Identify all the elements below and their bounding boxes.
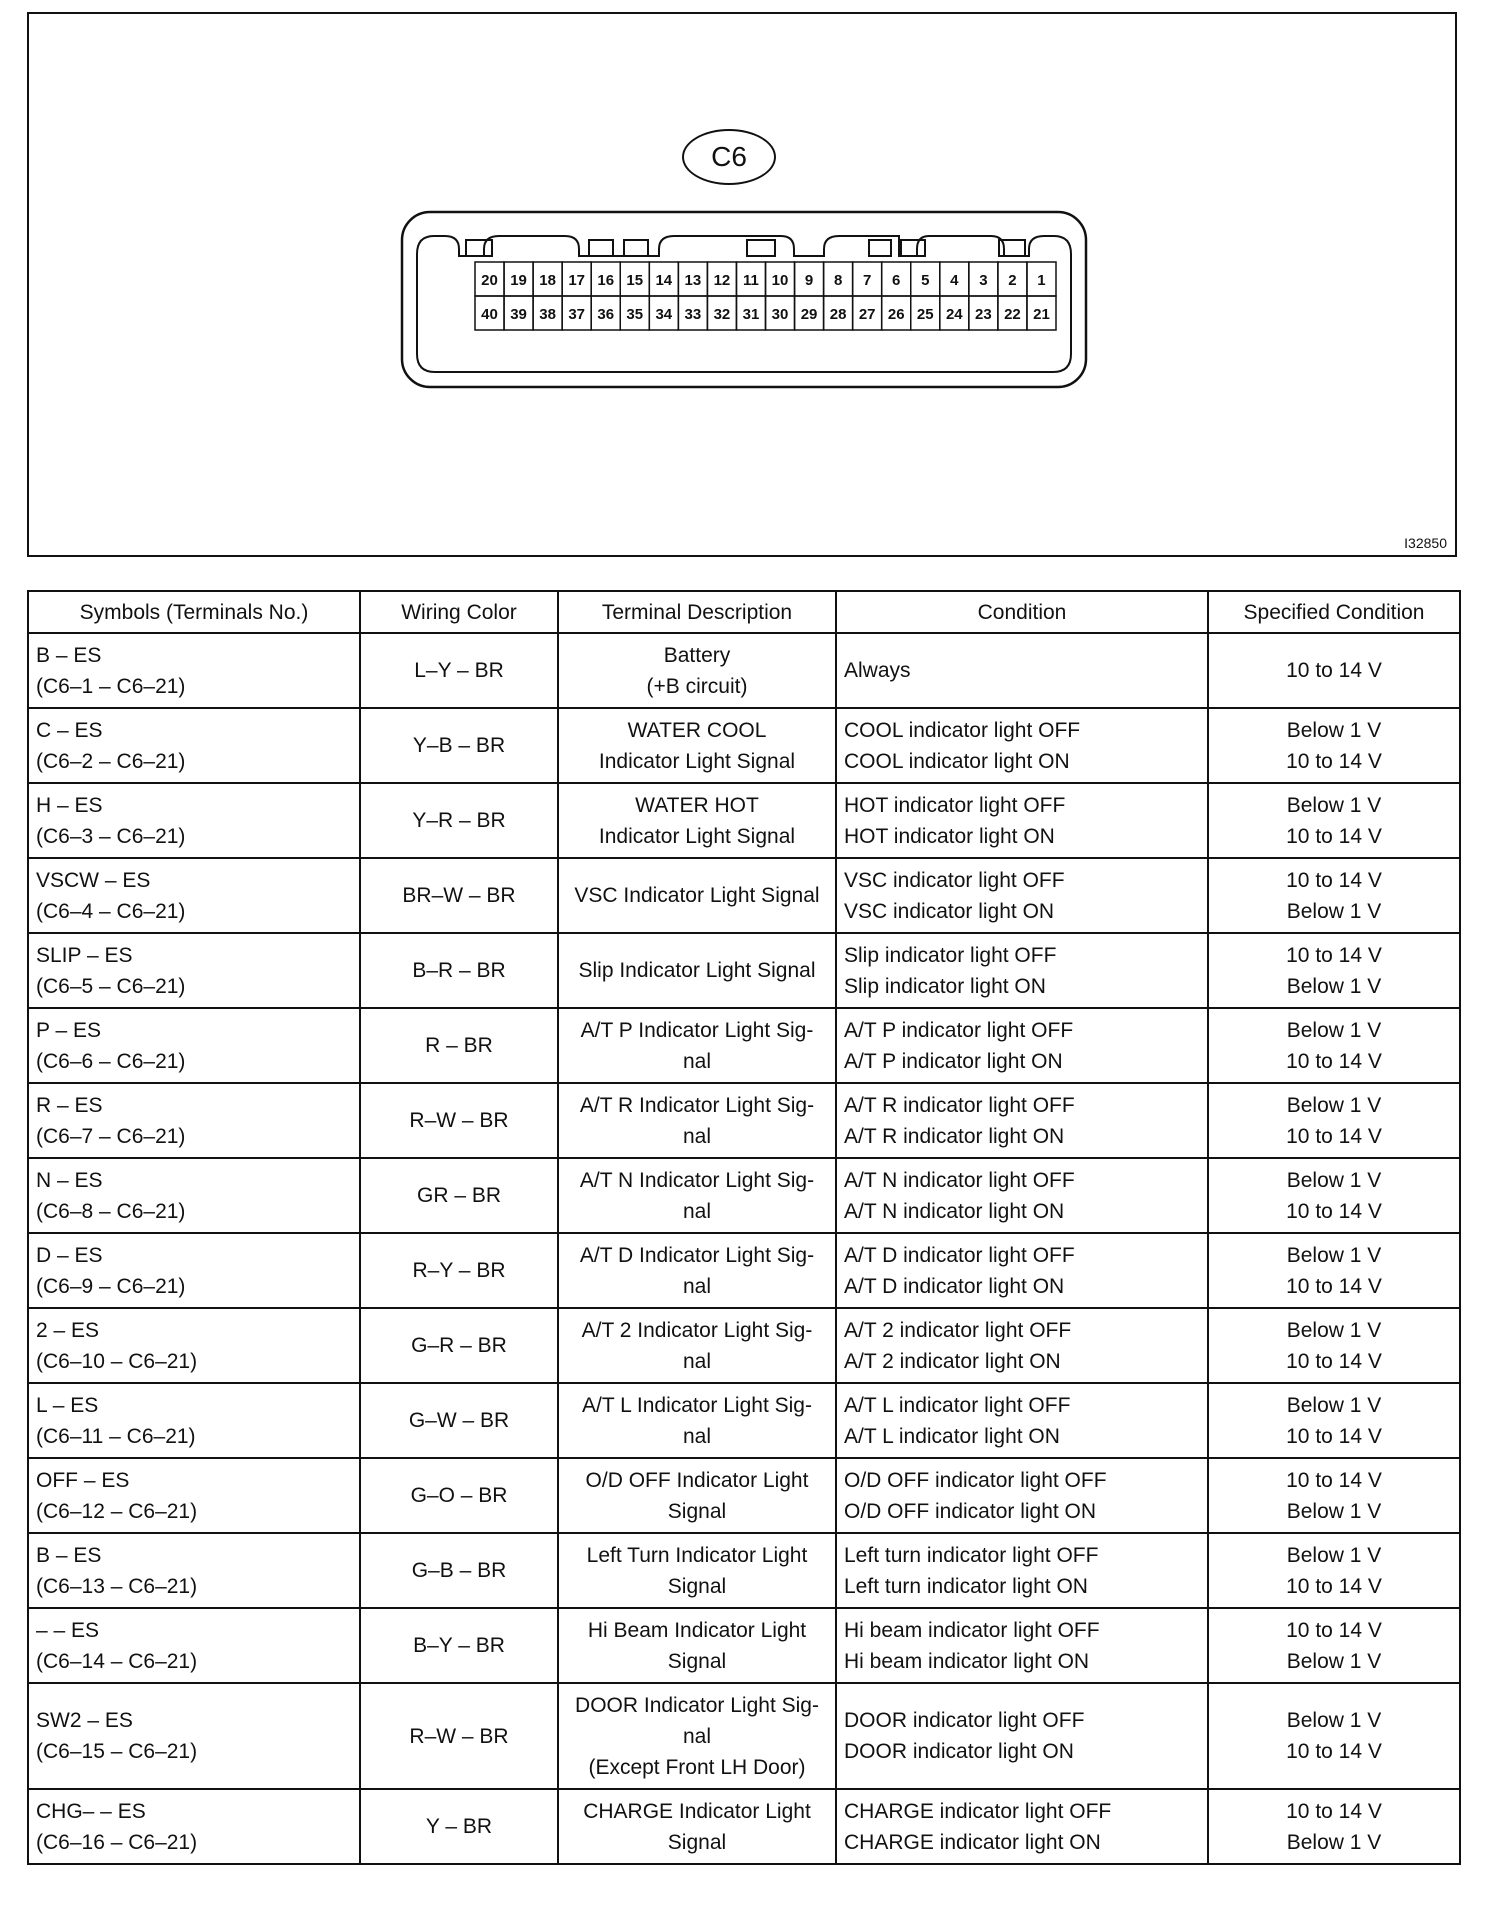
description-line: nal [682,1274,712,1298]
pin-number: 36 [597,306,615,323]
cell-terminal-description [558,1008,836,1083]
cell-condition [836,1158,1208,1233]
cell-terminal-description [558,1789,836,1864]
cell-condition [836,1308,1208,1383]
specified-value: 10 to 14 V [1286,1424,1382,1448]
specified-value: 10 to 14 V [1286,1199,1382,1223]
table-row [28,783,1460,858]
pin-number: 15 [626,272,644,289]
terminal-numbers: (C6–2 – C6–21) [36,749,186,773]
pin-number: 20 [481,272,498,289]
condition-line: Slip indicator light ON [844,974,1046,998]
cell-specified-condition [1208,933,1460,1008]
description-line: A/T N Indicator Light Sig- [579,1168,815,1192]
description-line: Battery [663,643,731,667]
cell-terminal-description [558,933,836,1008]
symbol-text: B – ES [36,643,102,667]
description-line: Indicator Light Signal [598,824,796,848]
description-line: WATER COOL [627,718,767,742]
specified-value: 10 to 14 V [1286,1049,1382,1073]
terminal-numbers: (C6–15 – C6–21) [36,1740,198,1763]
condition-line: COOL indicator light OFF [844,718,1081,742]
cell-condition [836,1458,1208,1533]
cell-specified-condition [1208,1008,1460,1083]
pin-number: 1 [1037,272,1046,289]
specified-value: Below 1 V [1286,1243,1382,1267]
table-row [28,1083,1460,1158]
table-header-row [28,591,1460,633]
table-row [28,1608,1460,1683]
cell-symbol [28,1608,360,1683]
cell-symbol [28,1458,360,1533]
connector-inner-housing [417,236,1071,372]
condition-line: COOL indicator light ON [844,749,1070,773]
specified-value: 10 to 14 V [1286,659,1382,682]
connector-lock-windows [466,240,1025,256]
pin-number: 9 [804,272,814,289]
symbol-text: C – ES [36,718,103,742]
cell-condition [836,783,1208,858]
pin-number: 5 [921,272,930,289]
cell-wiring-color [360,708,558,783]
condition-line: VSC indicator light ON [844,899,1055,923]
connector-label [682,129,776,185]
description-line: (Except Front LH Door) [588,1755,806,1779]
cell-symbol [28,1383,360,1458]
cell-symbol [28,858,360,933]
cell-condition [836,1533,1208,1608]
specified-value: 10 to 14 V [1286,1349,1382,1373]
pin-number: 11 [743,272,759,289]
cell-terminal-description [558,1533,836,1608]
wiring-color-text: G–B – BR [411,1559,507,1582]
cell-terminal-description [558,1308,836,1383]
cell-specified-condition [1208,1383,1460,1458]
specified-value: 10 to 14 V [1286,1468,1382,1492]
cell-symbol [28,1533,360,1608]
cell-wiring-color [360,1458,558,1533]
cell-wiring-color [360,858,558,933]
cell-condition [836,633,1208,708]
pin-number: 39 [510,306,527,323]
pin-number: 30 [771,306,789,323]
wiring-color-text: Y–B – BR [412,734,506,757]
wiring-color-text: B–Y – BR [413,1634,505,1657]
table-row [28,858,1460,933]
specified-value: Below 1 V [1286,1499,1382,1523]
cell-wiring-color [360,1533,558,1608]
cell-condition [836,1683,1208,1789]
terminal-numbers: (C6–16 – C6–21) [36,1830,198,1854]
specified-value: Below 1 V [1286,1393,1382,1417]
pin-number: 28 [829,306,847,323]
specified-value: 10 to 14 V [1286,749,1382,773]
cell-wiring-color [360,1083,558,1158]
specified-value: Below 1 V [1286,718,1382,742]
description-line: DOOR Indicator Light Sig- [575,1693,819,1717]
condition-line: DOOR indicator light ON [844,1740,1074,1763]
terminal-numbers: (C6–14 – C6–21) [36,1649,198,1673]
wiring-color-text: BR–W – BR [402,884,516,907]
cell-specified-condition [1208,1789,1460,1864]
pin-number: 18 [539,272,556,289]
wiring-color-text: R–W – BR [409,1724,509,1748]
cell-specified-condition [1208,858,1460,933]
pin-number: 19 [510,272,527,289]
description-line: nal [682,1124,712,1148]
condition-line: A/T 2 indicator light ON [844,1349,1061,1373]
terminal-numbers: (C6–12 – C6–21) [36,1499,198,1523]
cell-symbol [28,1083,360,1158]
specified-value: 10 to 14 V [1286,1618,1382,1642]
terminal-numbers: (C6–8 – C6–21) [36,1199,186,1223]
symbol-text: R – ES [36,1093,103,1117]
condition-line: A/T L indicator light ON [844,1424,1060,1448]
wiring-color-text: G–O – BR [410,1484,508,1507]
pin-number: 21 [1033,306,1050,323]
table-row [28,708,1460,783]
cell-condition [836,1008,1208,1083]
description-line: nal [682,1424,712,1448]
condition-line: CHARGE indicator light ON [844,1830,1101,1854]
symbol-text: P – ES [36,1018,101,1042]
figure-code: I32850 [1404,535,1447,551]
terminal-numbers: (C6–6 – C6–21) [36,1049,186,1073]
cell-condition [836,1383,1208,1458]
cell-specified-condition [1208,1233,1460,1308]
cell-condition [836,1789,1208,1864]
specified-value: Below 1 V [1286,793,1382,817]
symbol-text: SW2 – ES [36,1709,133,1732]
specified-value: Below 1 V [1286,974,1382,998]
connector-label-text: C6 [711,141,747,172]
symbol-text: B – ES [36,1543,102,1567]
terminal-numbers: (C6–4 – C6–21) [36,899,186,923]
cell-specified-condition [1208,1533,1460,1608]
connector-figure [27,12,1457,557]
pin-number: 6 [892,272,901,289]
table-row [28,1158,1460,1233]
cell-symbol [28,783,360,858]
condition-line: O/D OFF indicator light OFF [844,1468,1107,1492]
terminal-numbers: (C6–11 – C6–21) [36,1424,196,1448]
symbol-text: N – ES [36,1168,103,1192]
pin-number: 8 [833,272,843,289]
cell-symbol [28,1008,360,1083]
condition-line: A/T L indicator light OFF [844,1393,1071,1417]
specified-value: 10 to 14 V [1286,1574,1382,1598]
pin-number: 38 [539,306,556,323]
condition-line: Left turn indicator light ON [844,1574,1088,1598]
pin-number: 32 [713,306,731,323]
terminal-numbers: (C6–13 – C6–21) [36,1574,198,1598]
table-row [28,1789,1460,1864]
description-line: A/T L Indicator Light Sig- [582,1393,812,1417]
cell-condition [836,1233,1208,1308]
pin-number: 40 [481,306,498,323]
wiring-color-text: R – BR [425,1034,493,1057]
condition-line: Always [844,659,911,682]
cell-terminal-description [558,633,836,708]
specified-value: 10 to 14 V [1286,1124,1382,1148]
specified-value: Below 1 V [1286,1318,1382,1342]
description-line: (+B circuit) [646,674,748,698]
description-line: nal [682,1199,712,1223]
pin-number: 25 [916,306,934,323]
symbol-text: CHG– – ES [36,1799,146,1823]
condition-line: A/T R indicator light ON [844,1124,1065,1148]
wiring-color-text: B–R – BR [412,959,506,982]
description-line: Indicator Light Signal [598,749,796,773]
pin-number: 17 [568,272,586,289]
cell-specified-condition [1208,1308,1460,1383]
cell-terminal-description [558,1608,836,1683]
cell-wiring-color [360,783,558,858]
specified-value: Below 1 V [1286,899,1382,923]
table-row [28,1233,1460,1308]
cell-condition [836,708,1208,783]
cell-wiring-color [360,1308,558,1383]
condition-line: VSC indicator light OFF [844,868,1065,892]
condition-line: DOOR indicator light OFF [844,1709,1085,1732]
cell-condition [836,933,1208,1008]
cell-specified-condition [1208,1608,1460,1683]
condition-line: CHARGE indicator light OFF [844,1799,1112,1823]
terminal-numbers: (C6–3 – C6–21) [36,824,186,848]
cell-symbol [28,1683,360,1789]
condition-line: Hi beam indicator light ON [844,1649,1090,1673]
table-row [28,1008,1460,1083]
symbol-text: 2 – ES [36,1318,100,1342]
cell-wiring-color [360,933,558,1008]
pin-grid [475,262,1056,330]
condition-line: Left turn indicator light OFF [844,1543,1099,1567]
terminal-numbers: (C6–1 – C6–21) [36,674,186,698]
condition-line: A/T 2 indicator light OFF [844,1318,1072,1342]
pin-number: 34 [655,306,673,323]
cell-terminal-description [558,708,836,783]
wiring-color-text: G–R – BR [411,1334,507,1357]
wiring-color-text: G–W – BR [408,1409,510,1432]
specified-value: 10 to 14 V [1286,868,1382,892]
table-row [28,1533,1460,1608]
specified-value: Below 1 V [1286,1093,1382,1117]
description-line: WATER HOT [635,793,759,817]
pin-number: 2 [1008,272,1017,289]
header-specified-condition: Specified Condition [1208,591,1460,633]
header-symbols: Symbols (Terminals No.) [28,591,360,633]
cell-symbol [28,1158,360,1233]
description-line: A/T D Indicator Light Sig- [579,1243,815,1267]
cell-wiring-color [360,1683,558,1789]
pin-number: 37 [568,306,586,323]
specified-value: 10 to 14 V [1286,1740,1382,1763]
cell-symbol [28,1308,360,1383]
condition-line: A/T N indicator light OFF [844,1168,1075,1192]
wiring-color-text: Y – BR [425,1815,493,1838]
description-line: Signal [667,1499,727,1523]
pin-number: 7 [863,272,872,289]
cell-symbol [28,1233,360,1308]
cell-terminal-description [558,1158,836,1233]
condition-line: A/T N indicator light ON [844,1199,1065,1223]
header-terminal-description: Terminal Description [558,591,836,633]
pin-number: 3 [979,272,988,289]
cell-specified-condition [1208,783,1460,858]
table-row [28,933,1460,1008]
wiring-color-text: L–Y – BR [414,659,504,682]
wiring-color-text: Y–R – BR [412,809,506,832]
specified-value: Below 1 V [1286,1168,1382,1192]
specified-value: Below 1 V [1286,1830,1382,1854]
pin-number: 13 [684,272,702,289]
description-line: Left Turn Indicator Light [586,1543,808,1567]
condition-line: A/T P indicator light ON [844,1049,1063,1073]
header-wiring-color: Wiring Color [360,591,558,633]
description-line: A/T R Indicator Light Sig- [579,1093,815,1117]
table-row [28,1308,1460,1383]
specified-value: 10 to 14 V [1286,824,1382,848]
description-line: nal [682,1049,712,1073]
cell-terminal-description [558,1683,836,1789]
cell-condition [836,1083,1208,1158]
wiring-color-text: R–W – BR [409,1109,509,1132]
specified-value: 10 to 14 V [1286,943,1382,967]
cell-terminal-description [558,1233,836,1308]
condition-line: A/T D indicator light OFF [844,1243,1075,1267]
description-line: O/D OFF Indicator Light [585,1468,809,1492]
description-line: nal [682,1349,712,1373]
pin-number: 4 [950,272,959,289]
pin-number: 14 [655,272,673,289]
specified-value: 10 to 14 V [1286,1799,1382,1823]
cell-symbol [28,633,360,708]
pin-number: 27 [858,306,876,323]
cell-condition [836,1608,1208,1683]
condition-line: A/T P indicator light OFF [844,1018,1074,1042]
cell-condition [836,858,1208,933]
condition-line: A/T D indicator light ON [844,1274,1065,1298]
terminal-numbers: (C6–9 – C6–21) [36,1274,186,1298]
pin-number: 12 [713,272,731,289]
condition-line: HOT indicator light OFF [844,793,1066,817]
cell-wiring-color [360,1233,558,1308]
description-line: Signal [667,1830,727,1854]
description-line: CHARGE Indicator Light [583,1799,811,1823]
cell-terminal-description [558,858,836,933]
specified-value: Below 1 V [1286,1543,1382,1567]
connector-diagram [399,204,1089,404]
description-line: A/T P Indicator Light Sig- [580,1018,814,1042]
description-line: VSC Indicator Light Signal [574,884,820,907]
terminal-numbers: (C6–7 – C6–21) [36,1124,186,1148]
symbol-text: VSCW – ES [36,868,151,892]
specified-value: Below 1 V [1286,1709,1382,1732]
table-row [28,1383,1460,1458]
cell-specified-condition [1208,1458,1460,1533]
symbol-text: SLIP – ES [36,943,133,967]
symbol-text: OFF – ES [36,1468,130,1492]
cell-symbol [28,1789,360,1864]
cell-terminal-description [558,1083,836,1158]
specified-value: Below 1 V [1286,1649,1382,1673]
table-row [28,1683,1460,1789]
pin-number: 10 [771,272,789,289]
cell-wiring-color [360,1008,558,1083]
cell-specified-condition [1208,1683,1460,1789]
description-line: nal [682,1724,712,1748]
condition-line: Hi beam indicator light OFF [844,1618,1100,1642]
cell-symbol [28,933,360,1008]
symbol-text: L – ES [36,1393,99,1417]
description-line: A/T 2 Indicator Light Sig- [581,1318,813,1342]
description-line: Signal [667,1574,727,1598]
terminal-numbers: (C6–10 – C6–21) [36,1349,198,1373]
pin-number: 26 [887,306,905,323]
condition-line: HOT indicator light ON [844,824,1055,848]
pin-number: 31 [742,306,760,323]
condition-line: A/T R indicator light OFF [844,1093,1075,1117]
wiring-color-text: R–Y – BR [412,1259,506,1282]
table-body [28,633,1460,1864]
cell-specified-condition [1208,1158,1460,1233]
terminal-numbers: (C6–5 – C6–21) [36,974,186,998]
cell-wiring-color [360,1608,558,1683]
cell-symbol [28,708,360,783]
pin-number: 29 [800,306,818,323]
cell-wiring-color [360,1383,558,1458]
pin-number: 24 [945,306,963,323]
cell-terminal-description [558,1458,836,1533]
description-line: Hi Beam Indicator Light [587,1618,807,1642]
cell-terminal-description [558,783,836,858]
condition-line: Slip indicator light OFF [844,943,1057,967]
cell-wiring-color [360,1158,558,1233]
cell-wiring-color [360,1789,558,1864]
condition-line: O/D OFF indicator light ON [844,1499,1097,1523]
description-line: Signal [667,1649,727,1673]
pin-number: 35 [626,306,644,323]
table-row [28,633,1460,708]
pin-number: 33 [684,306,702,323]
symbol-text: H – ES [36,793,103,817]
pin-number: 16 [597,272,615,289]
wiring-color-text: GR – BR [416,1184,502,1207]
table-row [28,1458,1460,1533]
pin-number: 23 [975,306,992,323]
description-line: Slip Indicator Light Signal [578,959,816,982]
cell-specified-condition [1208,633,1460,708]
symbol-text: – – ES [36,1618,100,1642]
cell-specified-condition [1208,708,1460,783]
specified-value: Below 1 V [1286,1018,1382,1042]
pin-number: 22 [1004,306,1021,323]
cell-specified-condition [1208,1083,1460,1158]
cell-wiring-color [360,633,558,708]
terminal-table [27,590,1461,1865]
specified-value: 10 to 14 V [1286,1274,1382,1298]
header-condition: Condition [836,591,1208,633]
symbol-text: D – ES [36,1243,103,1267]
cell-terminal-description [558,1383,836,1458]
